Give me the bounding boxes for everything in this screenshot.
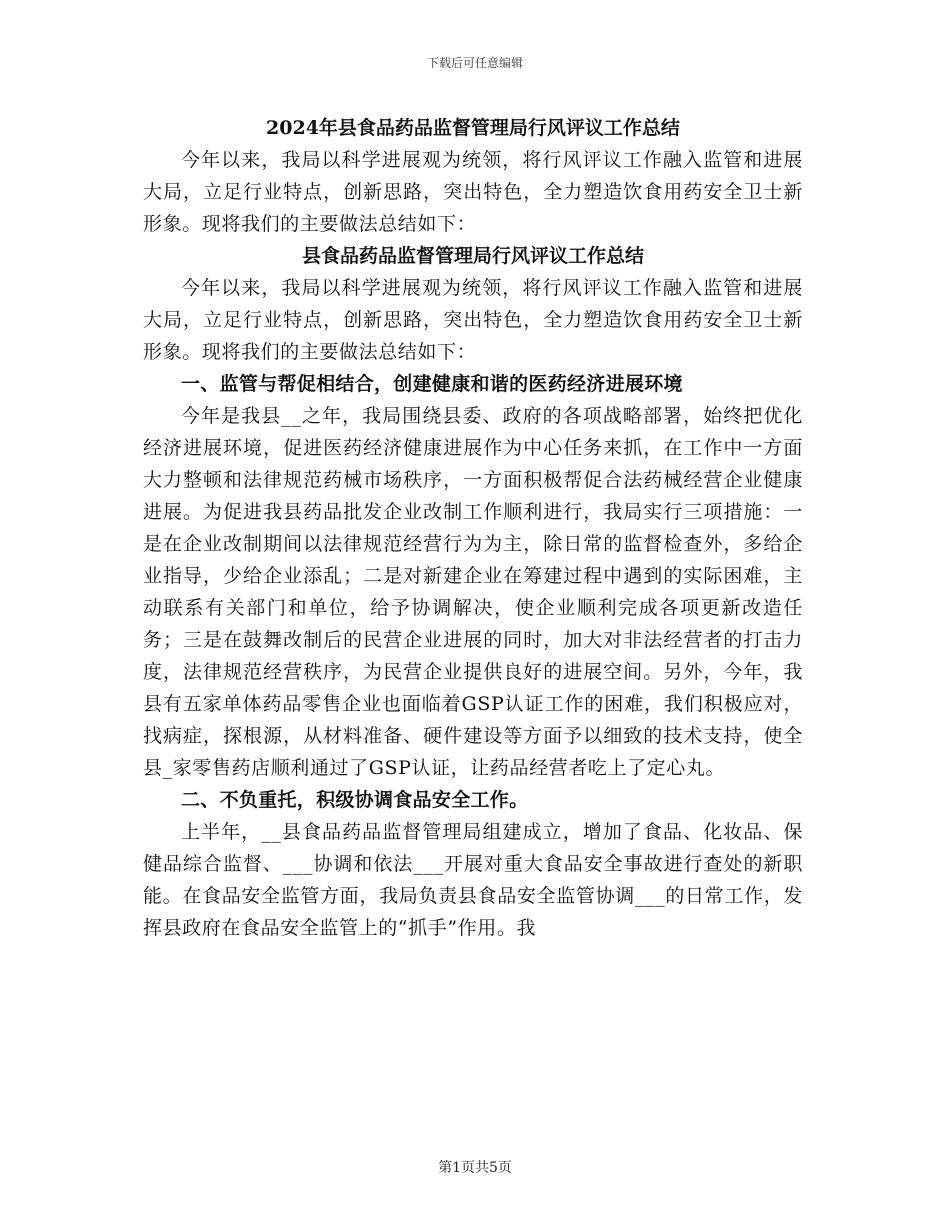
intro-paragraph-repeat: 今年以来，我局以科学进展观为统领，将行风评议工作融入监管和进展大局，立足行业特点，创新思路，突出特色，全力塑造饮食用药安全卫士新形象。现将我们的主要做法总结如下： [143, 277, 803, 363]
document-title: 2024年县食品药品监督管理局行风评议工作总结 [266, 117, 680, 139]
page-header: 下载后可任意编辑 [426, 56, 523, 70]
intro-paragraph: 今年以来，我局以科学进展观为统领，将行风评议工作融入监管和进展大局，立足行业特点，创新思路，突出特色，全力塑造饮食用药安全卫士新形象。现将我们的主要做法总结如下： [143, 149, 803, 235]
document-body [143, 112, 803, 944]
section-2-paragraph: 上半年，__县食品药品监督管理局组建成立，增加了食品、化妆品、保健品综合监督、___协调和依法___开展对重大食品安全事故进行查处的新职能。在食品安全监管方面，我局负责县食品安全监管协调___的日常工作，发挥县政府在食品安全监管上的“抓手”作用。我 [143, 821, 803, 939]
section-2-heading: 二、不负重托，积级协调食品安全工作。 [181, 789, 529, 811]
section-1-paragraph: 今年是我县__之年，我局围绕县委、政府的各项战略部署，始终把优化经济进展环境，促进医药经济健康进展作为中心任务来抓，在工作中一方面大力整顿和法律规范药械市场秩序，一方面积极帮促合法药械经营企业健康进展。为促进我县药品批发企业改制工作顺利进行，我局实行三项措施：一是在企业改制期间以法律规范经营行为为主，除日常的监督检查外，多给企业指导，少给企业添乱；二是对新建企业在筹建过程中遇到的实际困难，主动联系有关部门和单位，给予协调解决，使企业顺利完成各项更新改造任务；三是在鼓舞改制后的民营企业进展的同时，加大对非法经营者的打击力度，法律规范经营秩序，为民营企业提供良好的进展空间。另外，今年，我县有五家单体药品零售企业也面临着GSP认证工作的困难，我们积极应对，找病症，探根源，从材料准备、硬件建设等方面予以细致的技术支持，使全县_家零售药店顺利通过了GSP认证，让药品经营者吃上了定心丸。 [143, 405, 803, 779]
page-footer: 第1页共5页 [438, 1160, 512, 1176]
section-1-heading: 一、监管与帮促相结合，创建健康和谐的医药经济进展环境 [181, 373, 683, 395]
document-subtitle: 县食品药品监督管理局行风评议工作总结 [301, 245, 644, 267]
